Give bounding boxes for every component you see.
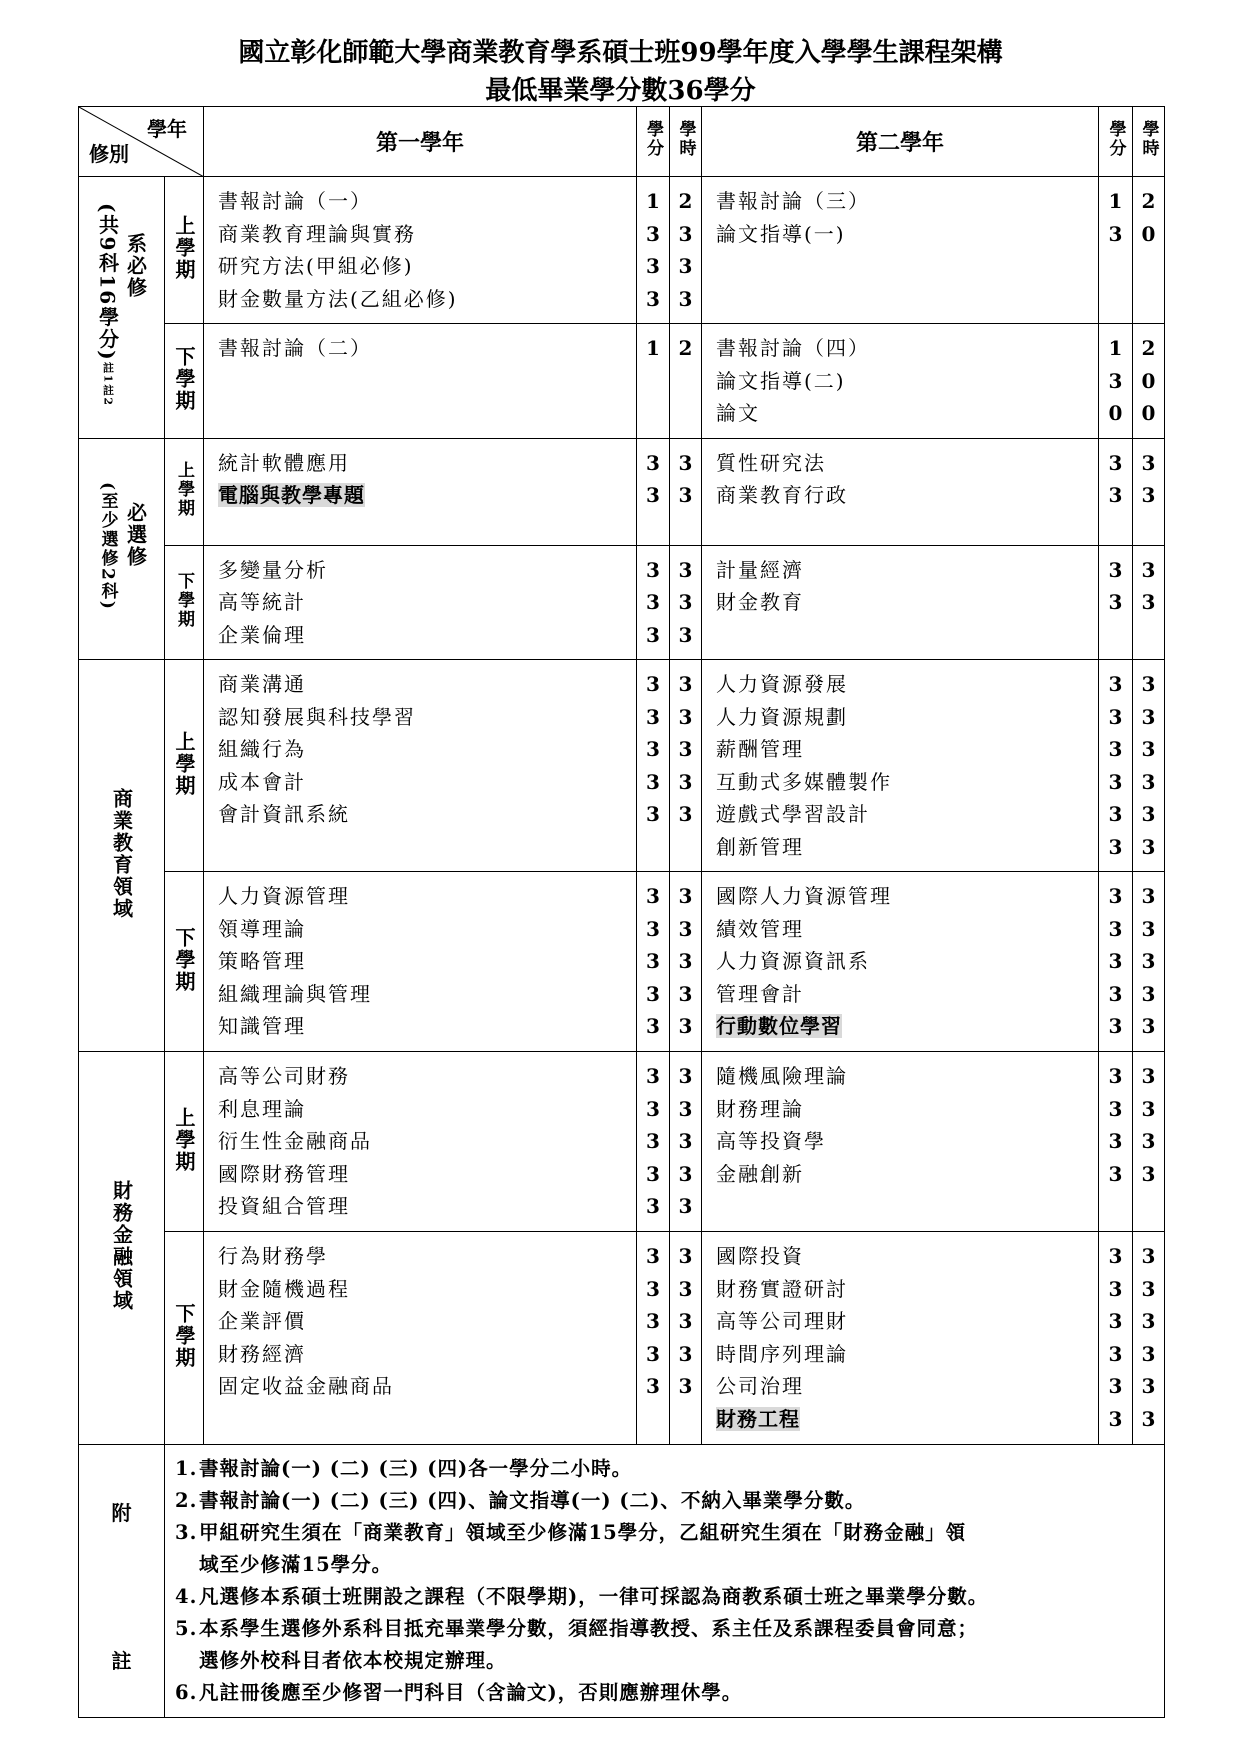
y1-hours-cell: 2 3 3 3 — [670, 177, 702, 324]
semester-first: 上學期 — [165, 438, 204, 545]
y2-courses-cell — [702, 872, 1099, 1052]
semester-second: 下學期 — [165, 872, 204, 1052]
list-item: 計量經濟 — [716, 557, 804, 582]
list-item: 創新管理 — [716, 834, 804, 859]
y2-credits-cell: 3 3 3 3 3 3 — [1099, 1232, 1133, 1445]
curriculum-table — [78, 106, 1165, 1718]
y2-credits-cell: 1 3 0 — [1099, 324, 1133, 439]
y1-credits-cell: 1 — [637, 324, 670, 439]
y2-hours-cell: 3 3 — [1133, 545, 1165, 660]
list-item: 投資組合管理 — [218, 1194, 350, 1218]
group-elective-name: 必選修 — [123, 502, 148, 569]
list-item: 會計資訊系統 — [218, 802, 350, 826]
list-item: 多變量分析 — [218, 557, 328, 582]
y1-courses-cell — [204, 660, 637, 872]
list-item: 人力資源管理 — [218, 884, 350, 908]
list-item: 時間序列理論 — [716, 1341, 848, 1366]
y1-hours-cell: 3 3 3 3 3 — [670, 660, 702, 872]
year1-header: 第一學年 — [204, 107, 637, 177]
year1-credit-header: 學分 — [637, 107, 670, 177]
y2-courses-cell — [702, 438, 1099, 545]
y1-credits-cell: 3 3 3 3 3 — [637, 872, 670, 1052]
y1-courses-cell — [204, 438, 637, 545]
group-finance — [79, 1052, 165, 1445]
note-item: 2.書報討論(一) (二) (三) (四)、論文指導(一) (二)、不納入畢業學分數。 — [175, 1489, 866, 1512]
list-item: 管理會計 — [716, 981, 804, 1006]
list-item: 統計軟體應用 — [218, 450, 350, 475]
list-item: 薪酬管理 — [716, 737, 804, 761]
notes-row — [79, 1445, 1165, 1718]
list-item: 衍生性金融商品 — [218, 1129, 372, 1153]
group-required — [79, 177, 165, 439]
list-item: 成本會計 — [218, 769, 306, 794]
group-required-name: 系必修 — [123, 233, 148, 300]
list-item: 電腦與教學專題 — [218, 483, 365, 507]
list-item: 高等公司理財 — [716, 1309, 848, 1333]
group-elective-sub: (至少選修2科) — [97, 482, 118, 612]
note-item: 3.甲組研究生須在「商業教育」領域至少修滿15學分，乙組研究生須在「財務金融」領 域至少修滿15學分。 — [175, 1521, 967, 1576]
list-item: 書報討論（四） — [716, 336, 870, 360]
y2-credits-cell: 3 3 3 3 — [1099, 1052, 1133, 1232]
table-row — [79, 1052, 1165, 1232]
list-item: 財務實證研討 — [716, 1276, 848, 1301]
list-item: 企業倫理 — [218, 622, 306, 647]
list-item: 研究方法(甲組必修) — [218, 254, 414, 278]
y1-credits-cell: 3 3 3 3 3 — [637, 1052, 670, 1232]
notes-label-bottom: 註 — [111, 1649, 132, 1673]
y1-courses-cell — [204, 1232, 637, 1445]
list-item: 固定收益金融商品 — [218, 1374, 394, 1398]
list-item: 互動式多媒體製作 — [716, 769, 892, 794]
semester-first: 上學期 — [165, 660, 204, 872]
y1-courses-cell — [204, 1052, 637, 1232]
notes-label-top: 附 — [111, 1501, 132, 1525]
notes-cell — [165, 1445, 1165, 1718]
list-item: 領導理論 — [218, 916, 306, 941]
list-item: 知識管理 — [218, 1014, 306, 1038]
list-item: 商業教育理論與實務 — [218, 221, 416, 246]
list-item: 論文 — [716, 401, 760, 425]
y2-courses-cell — [702, 545, 1099, 660]
corner-cell — [79, 107, 204, 177]
table-row — [79, 872, 1165, 1052]
list-item: 財務經濟 — [218, 1341, 306, 1366]
y2-hours-cell: 3 3 3 3 3 — [1133, 872, 1165, 1052]
y1-credits-cell: 3 3 3 — [637, 545, 670, 660]
group-finance-name: 財務金融領域 — [109, 1180, 134, 1312]
y2-courses-cell — [702, 324, 1099, 439]
y1-courses-cell — [204, 545, 637, 660]
group-elective — [79, 438, 165, 660]
note-item: 4.凡選修本系碩士班開設之課程（不限學期)，一律可採認為商教系碩士班之畢業學分數。 — [175, 1585, 989, 1608]
list-item: 策略管理 — [218, 949, 306, 973]
y2-hours-cell: 3 3 3 3 3 3 — [1133, 1232, 1165, 1445]
list-item: 書報討論（三） — [716, 189, 870, 213]
corner-type-label: 修別 — [89, 142, 129, 166]
list-item: 財務理論 — [716, 1096, 804, 1121]
y2-courses-cell — [702, 177, 1099, 324]
list-item: 遊戲式學習設計 — [716, 802, 870, 826]
semester-first: 上學期 — [165, 1052, 204, 1232]
list-item: 國際財務管理 — [218, 1161, 350, 1186]
table-row — [79, 177, 1165, 324]
y2-courses-cell — [702, 1052, 1099, 1232]
y1-hours-cell: 3 3 3 3 3 — [670, 872, 702, 1052]
list-item: 隨機風險理論 — [716, 1064, 848, 1088]
y2-hours-cell: 2 0 — [1133, 177, 1165, 324]
list-item: 行動數位學習 — [716, 1014, 842, 1038]
list-item: 商業教育行政 — [716, 483, 848, 507]
y1-courses-cell — [204, 872, 637, 1052]
note-item: 1.書報討論(一) (二) (三) (四)各一學分二小時。 — [175, 1457, 633, 1480]
list-item: 公司治理 — [716, 1374, 804, 1398]
year2-hours-header: 學時 — [1133, 107, 1165, 177]
list-item: 論文指導(一) — [716, 221, 846, 246]
list-item: 高等公司財務 — [218, 1064, 350, 1088]
list-item: 利息理論 — [218, 1096, 306, 1121]
list-item: 高等投資學 — [716, 1129, 826, 1153]
year1-hours-header: 學時 — [670, 107, 702, 177]
table-row — [79, 545, 1165, 660]
y2-courses-cell — [702, 1232, 1099, 1445]
y1-credits-cell: 3 3 3 3 3 — [637, 660, 670, 872]
y2-credits-cell: 3 3 — [1099, 545, 1133, 660]
y2-credits-cell: 3 3 3 3 3 — [1099, 872, 1133, 1052]
list-item: 財金教育 — [716, 590, 804, 614]
y2-credits-cell: 1 3 — [1099, 177, 1133, 324]
list-item: 金融創新 — [716, 1161, 804, 1186]
note-item: 5.本系學生選修外系科目抵充畢業學分數，須經指導教授、系主任及系課程委員會同意； 選修外校科目者依本校規定辦理。 — [175, 1617, 979, 1672]
y1-credits-cell: 3 3 3 3 3 — [637, 1232, 670, 1445]
document-subtitle: 最低畢業學分數36學分 — [485, 76, 756, 106]
y1-courses-cell — [204, 177, 637, 324]
list-item: 行為財務學 — [218, 1244, 328, 1268]
y1-hours-cell: 3 3 3 3 3 — [670, 1232, 702, 1445]
corner-year-label: 學年 — [147, 117, 187, 141]
y1-hours-cell: 3 3 3 3 3 — [670, 1052, 702, 1232]
year2-header: 第二學年 — [702, 107, 1099, 177]
list-item: 財金數量方法(乙組必修) — [218, 286, 458, 311]
group-business-name: 商業教育領域 — [109, 787, 134, 920]
list-item: 績效管理 — [716, 916, 804, 941]
table-row — [79, 324, 1165, 439]
list-item: 組織行為 — [218, 737, 306, 761]
y2-hours-cell: 3 3 3 3 3 3 — [1133, 660, 1165, 872]
list-item: 企業評價 — [218, 1309, 306, 1333]
list-item: 國際投資 — [716, 1244, 804, 1268]
list-item: 財務工程 — [716, 1406, 800, 1431]
semester-second: 下學期 — [165, 324, 204, 439]
header-row — [79, 107, 1165, 177]
list-item: 商業溝通 — [218, 672, 306, 696]
note-item: 6.凡註冊後應至少修習一門科目（含論文)，否則應辦理休學。 — [175, 1681, 743, 1704]
list-item: 書報討論（二） — [218, 336, 372, 360]
y1-hours-cell: 3 3 — [670, 438, 702, 545]
semester-second: 下學期 — [165, 1232, 204, 1445]
y2-courses-cell — [702, 660, 1099, 872]
group-business — [79, 660, 165, 1052]
list-item: 人力資源資訊系 — [716, 949, 870, 973]
list-item: 財金隨機過程 — [218, 1276, 350, 1301]
y2-hours-cell: 3 3 3 3 — [1133, 1052, 1165, 1232]
y2-credits-cell: 3 3 — [1099, 438, 1133, 545]
notes-label-cell — [79, 1445, 165, 1718]
list-item: 組織理論與管理 — [218, 981, 372, 1006]
group-required-sub: (共9科16學分)註1註2 — [95, 203, 120, 408]
semester-first: 上學期 — [165, 177, 204, 324]
list-item: 高等統計 — [218, 590, 306, 614]
y2-hours-cell: 2 0 0 — [1133, 324, 1165, 439]
table-row — [79, 1232, 1165, 1445]
table-row — [79, 660, 1165, 872]
year2-credit-header: 學分 — [1099, 107, 1133, 177]
y1-courses-cell — [204, 324, 637, 439]
list-item: 人力資源發展 — [716, 672, 848, 696]
document-title: 國立彰化師範大學商業教育學系碩士班99學年度入學學生課程架構 — [238, 38, 1003, 68]
list-item: 書報討論（一） — [218, 189, 372, 213]
semester-second: 下學期 — [165, 545, 204, 660]
y1-hours-cell: 2 — [670, 324, 702, 439]
list-item: 認知發展與科技學習 — [218, 704, 416, 729]
y1-credits-cell: 3 3 — [637, 438, 670, 545]
table-row — [79, 438, 1165, 545]
list-item: 國際人力資源管理 — [716, 884, 892, 908]
y1-credits-cell: 1 3 3 3 — [637, 177, 670, 324]
y1-hours-cell: 3 3 3 — [670, 545, 702, 660]
y2-hours-cell: 3 3 — [1133, 438, 1165, 545]
y2-credits-cell: 3 3 3 3 3 3 — [1099, 660, 1133, 872]
list-item: 論文指導(二) — [716, 368, 846, 393]
list-item: 質性研究法 — [716, 450, 826, 475]
list-item: 人力資源規劃 — [716, 704, 848, 729]
